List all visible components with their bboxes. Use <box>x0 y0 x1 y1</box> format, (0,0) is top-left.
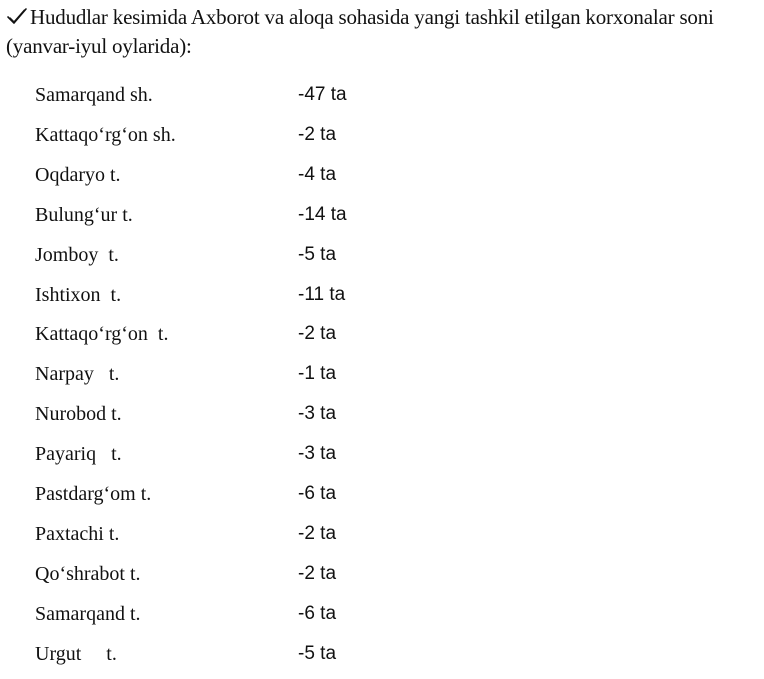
district-name: Urgut t. <box>35 642 117 665</box>
enterprise-count: -2 ta <box>298 522 337 544</box>
heading-text: Hududlar kesimida Axborot va aloqa sohasida yangi tashkil etilgan korxonalar soni (yanvar-iyul oylarida): <box>6 5 714 58</box>
district-name: Ishtixon t. <box>35 283 122 306</box>
enterprise-count: -11 ta <box>298 283 346 305</box>
district-name: Kattaqo‘rg‘on sh. <box>35 123 176 146</box>
enterprise-count: -2 ta <box>298 562 337 584</box>
check-icon <box>6 7 28 26</box>
district-name: Nurobod t. <box>35 403 122 426</box>
district-name: Payariq t. <box>35 443 122 466</box>
enterprise-count: -3 ta <box>298 443 337 465</box>
district-name: Samarqand sh. <box>35 84 153 106</box>
enterprise-count: -47 ta <box>298 84 347 105</box>
district-name: Bulung‘ur t. <box>35 203 133 226</box>
district-name: Oqdaryo t. <box>35 163 121 186</box>
heading <box>6 3 760 61</box>
enterprise-count: -2 ta <box>298 123 337 145</box>
district-name: Samarqand t. <box>35 602 141 625</box>
enterprise-count: -14 ta <box>298 203 347 225</box>
district-name: Qo‘shrabot t. <box>35 562 141 585</box>
enterprise-count: -3 ta <box>298 403 337 425</box>
district-name: Narpay t. <box>35 363 120 386</box>
district-name: Paxtachi t. <box>35 522 120 545</box>
district-name: Pastdarg‘om t. <box>35 483 152 505</box>
enterprise-count: -4 ta <box>298 163 337 185</box>
district-name: Kattaqo‘rg‘on t. <box>35 323 169 346</box>
enterprise-count: -5 ta <box>298 243 337 265</box>
enterprise-count: -5 ta <box>298 642 337 664</box>
enterprise-count: -6 ta <box>298 602 337 624</box>
enterprise-count: -2 ta <box>298 323 337 345</box>
enterprise-count: -1 ta <box>298 363 337 385</box>
district-name: Jomboy t. <box>35 243 119 266</box>
enterprise-count: -6 ta <box>298 483 337 504</box>
